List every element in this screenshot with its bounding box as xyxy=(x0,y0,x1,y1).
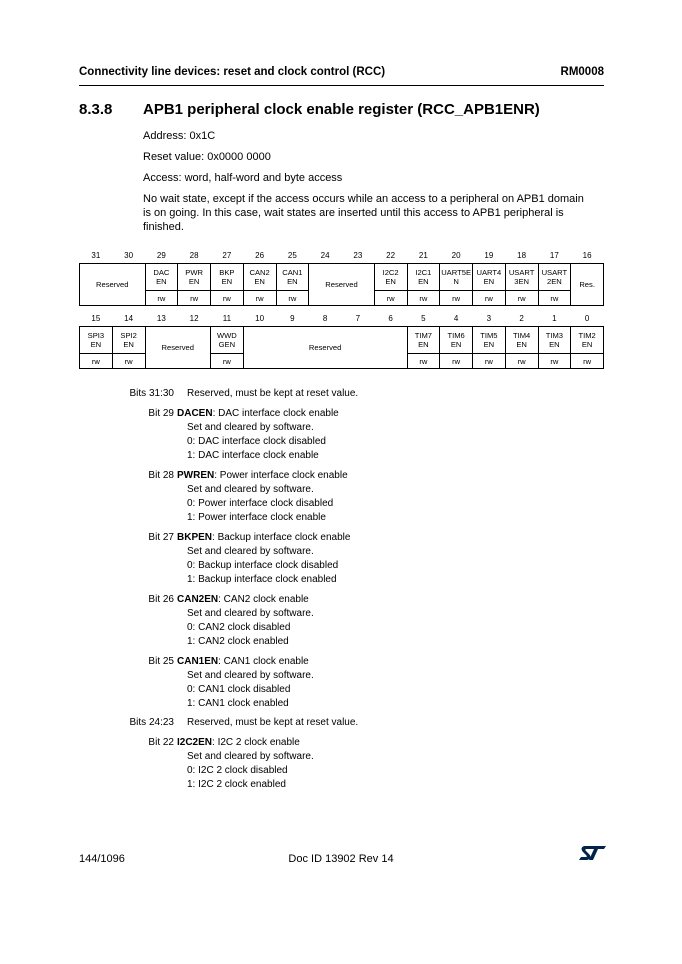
field-name-row xyxy=(80,264,604,291)
wait-state-note xyxy=(143,192,603,234)
bit-detail: 1: CAN2 clock enabled xyxy=(187,636,289,647)
reserved-field: Reserved xyxy=(80,264,146,306)
field-tim2en: TIM2 EN xyxy=(571,327,604,354)
field-usart3en: USART 3EN xyxy=(505,264,538,291)
bit-text: : DAC interface clock enable xyxy=(212,408,339,419)
bit-number: 26 xyxy=(255,250,265,260)
access-cell: rw xyxy=(145,291,178,306)
bit-number: 8 xyxy=(322,313,328,323)
access-cell: rw xyxy=(440,354,473,369)
bit-number: 25 xyxy=(287,250,297,260)
section-number: 8.3.8 xyxy=(79,101,113,118)
bit-number: 17 xyxy=(549,250,559,260)
bit-number: 13 xyxy=(156,313,166,323)
field-tim3en: TIM3 EN xyxy=(538,327,571,354)
bit-detail: Set and cleared by software. xyxy=(187,546,314,557)
access-cell: rw xyxy=(374,291,407,306)
bit-number: 29 xyxy=(156,250,166,260)
bit-text: Reserved, must be kept at reset value. xyxy=(187,717,359,728)
access-cell: rw xyxy=(473,291,506,306)
bit-number: 23 xyxy=(353,250,363,260)
bit-number: 18 xyxy=(517,250,527,260)
bit-number: 2 xyxy=(519,313,524,323)
bit-label: Bit 27 xyxy=(148,532,174,543)
field-usart2en: USART 2EN xyxy=(538,264,571,291)
document-id: Doc ID 13902 Rev 14 xyxy=(288,853,394,865)
bit-detail: Set and cleared by software. xyxy=(187,484,314,495)
bit-number: 28 xyxy=(189,250,199,260)
bit-number: 12 xyxy=(189,313,199,323)
header-rule xyxy=(79,85,604,86)
bit-detail: 0: Backup interface clock disabled xyxy=(187,560,339,571)
field-spi3en: SPI3 EN xyxy=(80,327,113,354)
bit-number: 10 xyxy=(255,313,265,323)
bit-number: 5 xyxy=(421,313,426,323)
bit-field-name: PWREN xyxy=(177,470,215,481)
field-name-row xyxy=(80,327,604,354)
bit-detail: 1: CAN1 clock enabled xyxy=(187,698,289,709)
bit-number: 4 xyxy=(453,313,459,323)
access-cell: rw xyxy=(571,354,604,369)
bit-label: Bits 31:30 xyxy=(129,388,174,399)
access-cell: rw xyxy=(211,354,244,369)
bit-number: 6 xyxy=(388,313,393,323)
access-cell: rw xyxy=(538,354,571,369)
field-wwdgen: WWD GEN xyxy=(211,327,244,354)
bit-detail: Set and cleared by software. xyxy=(187,751,314,762)
access-cell: rw xyxy=(80,354,113,369)
bit-number: 20 xyxy=(451,250,461,260)
field-i2c2en: I2C2 EN xyxy=(374,264,407,291)
bit-text: : Backup interface clock enable xyxy=(212,532,351,543)
bit-field-name: BKPEN xyxy=(177,532,213,543)
bit-number: 31 xyxy=(91,250,101,260)
bit-label: Bit 26 xyxy=(148,594,174,605)
bit-text: : Power interface clock enable xyxy=(214,470,348,481)
field-tim5en: TIM5 EN xyxy=(473,327,506,354)
reserved-field: Reserved xyxy=(145,327,211,369)
access-cell: rw xyxy=(178,291,211,306)
document-code: RM0008 xyxy=(560,66,604,78)
bit-text: : I2C 2 clock enable xyxy=(212,737,300,748)
bit-label: Bit 25 xyxy=(148,656,174,667)
field-uart4en: UART4 EN xyxy=(473,264,506,291)
bit-number: 14 xyxy=(124,313,134,323)
access-cell: rw xyxy=(407,291,440,306)
bit-field-name: I2C2EN xyxy=(177,737,213,748)
access-cell: rw xyxy=(505,354,538,369)
access-cell: rw xyxy=(440,291,473,306)
bit-detail: 0: I2C 2 clock disabled xyxy=(187,765,288,776)
field-spi2en: SPI2 EN xyxy=(112,327,145,354)
bit-text: : CAN2 clock enable xyxy=(218,594,309,605)
note-line: No wait state, except if the access occurs while an access to a peripheral on APB1 domain xyxy=(143,193,584,205)
bit-field-name: CAN2EN xyxy=(177,594,219,605)
field-tim4en: TIM4 EN xyxy=(505,327,538,354)
field-pwren: PWR EN xyxy=(178,264,211,291)
bit-detail: Set and cleared by software. xyxy=(187,608,314,619)
bit-label: Bit 28 xyxy=(148,470,174,481)
bit-number: 15 xyxy=(91,313,101,323)
bit-detail: 0: DAC interface clock disabled xyxy=(187,436,326,447)
bit-number: 21 xyxy=(418,250,428,260)
access-cell: rw xyxy=(276,291,309,306)
bit-number-row xyxy=(80,247,604,264)
field-tim7en: TIM7 EN xyxy=(407,327,440,354)
bit-number: 3 xyxy=(486,313,492,323)
bit-detail: 1: Power interface clock enable xyxy=(187,512,326,523)
bit-number: 16 xyxy=(582,250,592,260)
bit-detail: Set and cleared by software. xyxy=(187,670,314,681)
access-cell: rw xyxy=(112,354,145,369)
running-header-title: Connectivity line devices: reset and clock control (RCC) xyxy=(79,66,386,78)
bit-detail: 0: CAN1 clock disabled xyxy=(187,684,291,695)
reserved-field: Reserved xyxy=(243,327,407,369)
field-can2en: CAN2 EN xyxy=(243,264,276,291)
bit-label: Bits 24:23 xyxy=(129,717,174,728)
bit-number: 19 xyxy=(484,250,494,260)
register-address: Address: 0x1C xyxy=(143,130,216,142)
access-cell: rw xyxy=(243,291,276,306)
access-type: Access: word, half-word and byte access xyxy=(143,172,343,184)
bit-text: : CAN1 clock enable xyxy=(218,656,309,667)
bit-number: 27 xyxy=(222,250,232,260)
access-cell: rw xyxy=(211,291,244,306)
access-cell: rw xyxy=(538,291,571,306)
page-number: 144/1096 xyxy=(79,853,125,865)
bit-detail: 0: Power interface clock disabled xyxy=(187,498,334,509)
access-cell: rw xyxy=(473,354,506,369)
reserved-field: Res. xyxy=(571,264,604,306)
bit-number: 7 xyxy=(355,313,361,323)
note-line: finished. xyxy=(143,221,184,233)
field-can1en: CAN1 EN xyxy=(276,264,309,291)
reserved-field: Reserved xyxy=(309,264,375,306)
bit-number: 24 xyxy=(320,250,330,260)
bit-detail: 0: CAN2 clock disabled xyxy=(187,622,291,633)
field-tim6en: TIM6 EN xyxy=(440,327,473,354)
bit-detail: 1: DAC interface clock enable xyxy=(187,450,319,461)
bit-text: Reserved, must be kept at reset value. xyxy=(187,388,359,399)
st-logo-icon xyxy=(579,845,606,861)
bit-number: 11 xyxy=(222,313,232,323)
bit-number: 9 xyxy=(290,313,295,323)
bit-number: 1 xyxy=(552,313,557,323)
bit-number: 22 xyxy=(386,250,396,260)
bit-number: 30 xyxy=(124,250,134,260)
access-cell: rw xyxy=(505,291,538,306)
bit-label: Bit 22 xyxy=(148,737,174,748)
register-upper-half xyxy=(79,247,604,306)
bit-detail: Set and cleared by software. xyxy=(187,422,314,433)
section-title: APB1 peripheral clock enable register (RCC_APB1ENR) xyxy=(143,101,540,118)
bit-number-row xyxy=(80,310,604,327)
field-bkpen: BKP EN xyxy=(211,264,244,291)
field-i2c1en: I2C1 EN xyxy=(407,264,440,291)
reset-value: Reset value: 0x0000 0000 xyxy=(143,151,271,163)
bit-number: 0 xyxy=(584,313,590,323)
access-cell: rw xyxy=(407,354,440,369)
bit-field-name: CAN1EN xyxy=(177,656,219,667)
note-line: is on going. In this case, wait states are inserted until this access to APB1 peripheral is xyxy=(143,207,564,219)
register-lower-half xyxy=(79,310,604,369)
bit-detail: 1: Backup interface clock enabled xyxy=(187,574,337,585)
bit-detail: 1: I2C 2 clock enabled xyxy=(187,779,286,790)
field-uart5en: UART5E N xyxy=(440,264,473,291)
bit-label: Bit 29 xyxy=(148,408,174,419)
field-dacen: DAC EN xyxy=(145,264,178,291)
bit-field-name: DACEN xyxy=(177,408,213,419)
